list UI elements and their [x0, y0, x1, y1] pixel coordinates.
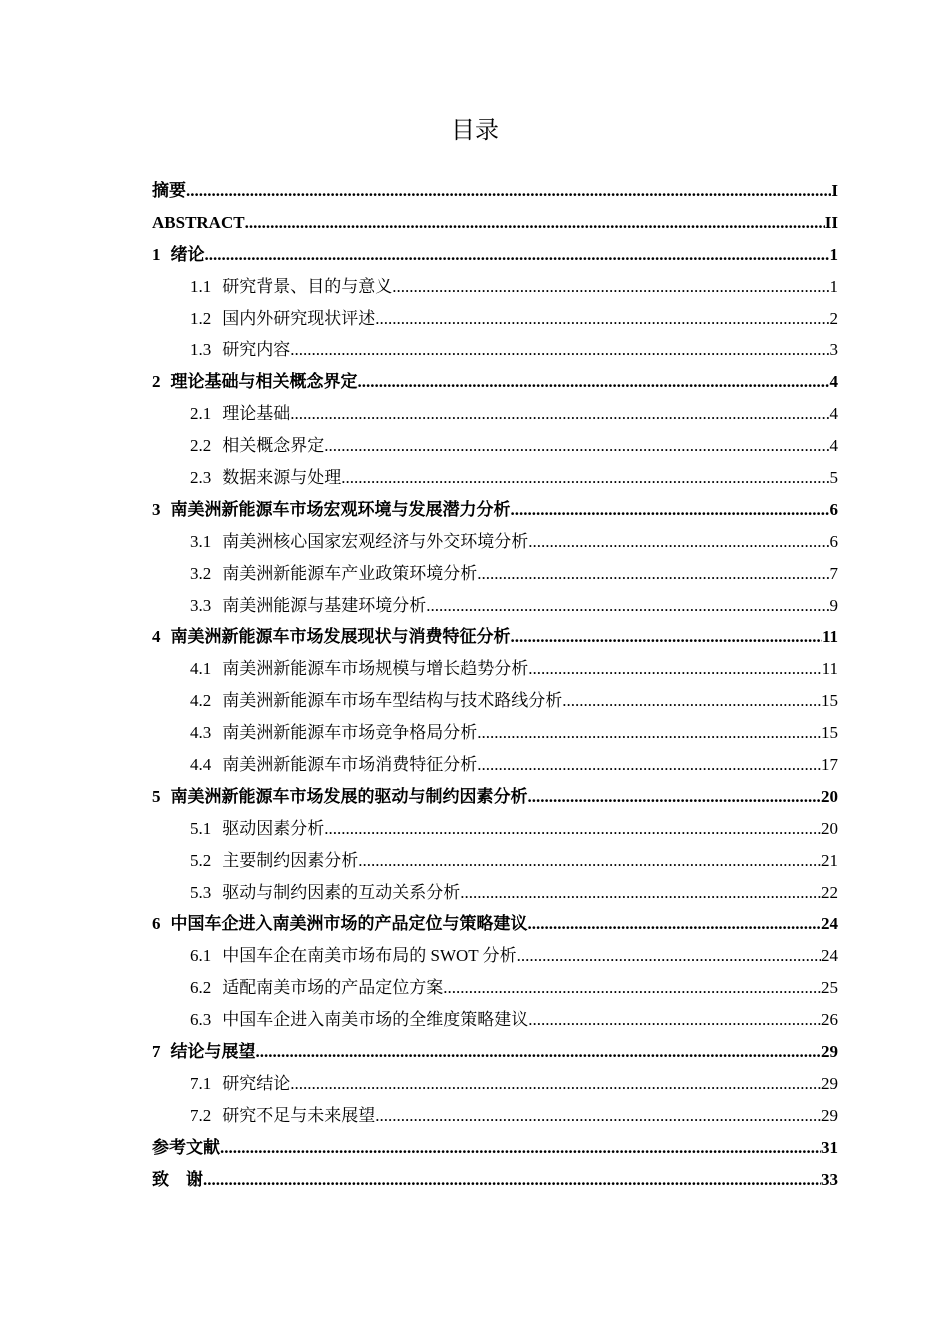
- toc-section-entry[interactable]: [152, 526, 838, 558]
- toc-section-entry[interactable]: [152, 653, 838, 685]
- toc-page-number: 24: [821, 914, 838, 934]
- toc-dot-leader: [460, 877, 821, 909]
- toc-entry-label: 绪论: [170, 244, 205, 264]
- toc-page-number: 29: [821, 1073, 838, 1093]
- toc-entry-number: 4.1: [190, 659, 212, 679]
- toc-page-number: 4: [829, 372, 838, 392]
- toc-section-entry[interactable]: [152, 590, 838, 622]
- toc-dot-leader: [205, 239, 830, 271]
- toc-section-entry[interactable]: [152, 972, 838, 1004]
- toc-entry-number: 6.1: [190, 946, 212, 966]
- toc-chapter-entry[interactable]: [152, 621, 838, 653]
- toc-entry-number: 6: [152, 914, 161, 934]
- toc-chapter-entry[interactable]: [152, 1132, 838, 1164]
- toc-dot-leader: [358, 845, 821, 877]
- toc-dot-leader: [392, 271, 829, 303]
- toc-chapter-entry[interactable]: [152, 908, 838, 940]
- toc-entry-number: 2: [152, 372, 161, 392]
- toc-page-number: 20: [821, 786, 838, 806]
- toc-dot-leader: [290, 398, 829, 430]
- toc-page-number: 24: [821, 946, 838, 966]
- toc-dot-leader: [203, 1164, 821, 1196]
- toc-entry-number: 1.3: [190, 340, 212, 360]
- toc-entry-label: 国内外研究现状评述: [222, 308, 376, 328]
- toc-chapter-entry[interactable]: [152, 1036, 838, 1068]
- toc-dot-leader: [511, 621, 822, 653]
- toc-chapter-entry[interactable]: [152, 781, 838, 813]
- toc-section-entry[interactable]: [152, 1068, 838, 1100]
- toc-chapter-entry[interactable]: [152, 175, 838, 207]
- toc-page-number: 26: [821, 1010, 838, 1030]
- toc-entry-label: 相关概念界定: [222, 436, 325, 456]
- toc-page-number: 25: [821, 978, 838, 998]
- toc-page-number: 3: [829, 340, 838, 360]
- toc-section-entry[interactable]: [152, 1100, 838, 1132]
- toc-section-entry[interactable]: [152, 398, 838, 430]
- toc-entry-label: 南美洲新能源车市场发展现状与消费特征分析: [170, 627, 511, 647]
- toc-section-entry[interactable]: [152, 558, 838, 590]
- toc-dot-leader: [511, 494, 830, 526]
- toc-page-number: 4: [829, 436, 838, 456]
- toc-entry-label: 数据来源与处理: [222, 468, 342, 488]
- toc-page-number: 4: [829, 404, 838, 424]
- toc-page-number: 17: [821, 755, 838, 775]
- toc-dot-leader: [245, 207, 825, 239]
- toc-chapter-entry[interactable]: [152, 207, 838, 239]
- toc-entry-number: 3: [152, 499, 161, 519]
- toc-entry-label: 参考文献: [152, 1137, 220, 1157]
- toc-entry-label: 南美洲新能源车市场车型结构与技术路线分析: [222, 691, 563, 711]
- toc-entry-label: 南美洲能源与基建环境分析: [222, 595, 427, 615]
- toc-page-number: 22: [821, 882, 838, 902]
- toc-entry-label: 研究结论: [222, 1073, 291, 1093]
- toc-dot-leader: [528, 526, 829, 558]
- toc-entry-label: 理论基础: [222, 404, 291, 424]
- toc-page-number: 20: [821, 818, 838, 838]
- toc-chapter-entry[interactable]: [152, 1164, 838, 1196]
- toc-entry-number: 6.3: [190, 1010, 212, 1030]
- toc-entry-number: 3.3: [190, 595, 212, 615]
- toc-entry-number: 1.2: [190, 308, 212, 328]
- toc-entry-number: 3.2: [190, 563, 212, 583]
- toc-dot-leader: [517, 940, 821, 972]
- toc-dot-leader: [290, 334, 829, 366]
- toc-entry-label: 南美洲新能源车市场发展的驱动与制约因素分析: [170, 786, 528, 806]
- toc-entry-number: 1: [152, 244, 161, 264]
- toc-page-number: 29: [821, 1042, 838, 1062]
- toc-entry-number: 4.3: [190, 723, 212, 743]
- toc-entry-number: 2.1: [190, 404, 212, 424]
- toc-entry-number: 7: [152, 1042, 161, 1062]
- toc-dot-leader: [341, 462, 829, 494]
- toc-page-number: 15: [821, 691, 838, 711]
- toc-section-entry[interactable]: [152, 303, 838, 335]
- toc-page-number: 11: [821, 627, 838, 647]
- toc-dot-leader: [426, 590, 829, 622]
- toc-dot-leader: [358, 366, 830, 398]
- toc-entry-number: 3.1: [190, 531, 212, 551]
- toc-entry-label: 中国车企进入南美市场的全维度策略建议: [222, 1010, 529, 1030]
- toc-dot-leader: [528, 781, 822, 813]
- toc-section-entry[interactable]: [152, 940, 838, 972]
- toc-section-entry[interactable]: [152, 271, 838, 303]
- toc-page-number: 7: [829, 563, 838, 583]
- toc-page-number: 9: [829, 595, 838, 615]
- toc-entry-label: ABSTRACT: [152, 212, 245, 232]
- toc-dot-leader: [220, 1132, 821, 1164]
- toc-section-entry[interactable]: [152, 845, 838, 877]
- toc-page-number: 1: [829, 276, 838, 296]
- toc-dot-leader: [477, 558, 829, 590]
- toc-entry-label: 研究内容: [222, 340, 291, 360]
- toc-dot-leader: [324, 430, 829, 462]
- toc-page-number: 21: [821, 850, 838, 870]
- toc-chapter-entry[interactable]: [152, 366, 838, 398]
- toc-dot-leader: [290, 1068, 821, 1100]
- toc-entry-number: 5: [152, 786, 161, 806]
- toc-dot-leader: [375, 1100, 821, 1132]
- toc-section-entry[interactable]: [152, 685, 838, 717]
- toc-entry-number: 5.3: [190, 882, 212, 902]
- toc-entry-label: 驱动因素分析: [222, 818, 325, 838]
- toc-entry-label: 主要制约因素分析: [222, 850, 359, 870]
- toc-page-number: II: [824, 212, 838, 232]
- toc-dot-leader: [375, 303, 829, 335]
- toc-page-number: 15: [821, 723, 838, 743]
- toc-entry-label: 摘要: [152, 181, 186, 200]
- toc-page-number: 6: [829, 531, 838, 551]
- toc-entry-label: 结论与展望: [170, 1042, 256, 1062]
- toc-page-number: 6: [829, 499, 838, 519]
- toc-dot-leader: [562, 685, 821, 717]
- toc-page-number: 33: [821, 1169, 838, 1189]
- toc-entry-label: 南美洲新能源车市场竞争格局分析: [222, 723, 478, 743]
- toc-dot-leader: [528, 908, 822, 940]
- toc-entry-label: 致 谢: [152, 1169, 203, 1189]
- toc-dot-leader: [477, 749, 821, 781]
- toc-entry-number: 2.3: [190, 468, 212, 488]
- toc-entry-number: 4: [152, 627, 161, 647]
- toc-entry-number: 5.1: [190, 818, 212, 838]
- toc-dot-leader: [324, 813, 821, 845]
- toc-entry-label: 南美洲核心国家宏观经济与外交环境分析: [222, 531, 529, 551]
- toc-entry-label: 适配南美市场的产品定位方案: [222, 978, 444, 998]
- page-title: 目录: [451, 116, 499, 144]
- toc-entry-number: 4.4: [190, 755, 212, 775]
- toc-dot-leader: [528, 1004, 821, 1036]
- toc-section-entry[interactable]: [152, 462, 838, 494]
- toc-entry-label: 南美洲新能源车市场消费特征分析: [222, 755, 478, 775]
- toc-section-entry[interactable]: [152, 749, 838, 781]
- toc-section-entry[interactable]: [152, 1004, 838, 1036]
- toc-section-entry[interactable]: [152, 717, 838, 749]
- toc-entry-number: 6.2: [190, 978, 212, 998]
- toc-section-entry[interactable]: [152, 877, 838, 909]
- toc-section-entry[interactable]: [152, 813, 838, 845]
- toc-dot-leader: [256, 1036, 822, 1068]
- table-of-contents: [152, 175, 838, 1196]
- toc-chapter-entry[interactable]: [152, 239, 838, 271]
- toc-entry-number: 2.2: [190, 436, 212, 456]
- toc-dot-leader: [528, 653, 821, 685]
- toc-page-number: 2: [829, 308, 838, 328]
- toc-page-number: 31: [821, 1137, 838, 1157]
- toc-entry-label: 南美洲新能源车产业政策环境分析: [222, 563, 478, 583]
- toc-section-entry[interactable]: [152, 430, 838, 462]
- toc-entry-number: 7.1: [190, 1073, 212, 1093]
- toc-entry-label: 中国车企在南美市场布局的 SWOT 分析: [222, 946, 517, 966]
- toc-entry-label: 理论基础与相关概念界定: [170, 372, 358, 392]
- toc-entry-label: 中国车企进入南美洲市场的产品定位与策略建议: [170, 914, 528, 934]
- toc-page-number: 11: [821, 659, 838, 679]
- toc-entry-number: 1.1: [190, 276, 212, 296]
- toc-entry-label: 驱动与制约因素的互动关系分析: [222, 882, 461, 902]
- toc-page-number: I: [831, 181, 838, 200]
- toc-entry-number: 7.2: [190, 1105, 212, 1125]
- toc-dot-leader: [186, 175, 831, 207]
- toc-page-number: 29: [821, 1105, 838, 1125]
- toc-page-number: 1: [829, 244, 838, 264]
- toc-dot-leader: [477, 717, 821, 749]
- toc-entry-label: 南美洲新能源车市场规模与增长趋势分析: [222, 659, 529, 679]
- toc-dot-leader: [443, 972, 821, 1004]
- toc-entry-number: 5.2: [190, 850, 212, 870]
- toc-entry-number: 4.2: [190, 691, 212, 711]
- toc-entry-label: 研究背景、目的与意义: [222, 276, 393, 296]
- toc-chapter-entry[interactable]: [152, 494, 838, 526]
- toc-section-entry[interactable]: [152, 334, 838, 366]
- toc-entry-label: 南美洲新能源车市场宏观环境与发展潜力分析: [170, 499, 511, 519]
- toc-entry-label: 研究不足与未来展望: [222, 1105, 376, 1125]
- toc-page-number: 5: [829, 468, 838, 488]
